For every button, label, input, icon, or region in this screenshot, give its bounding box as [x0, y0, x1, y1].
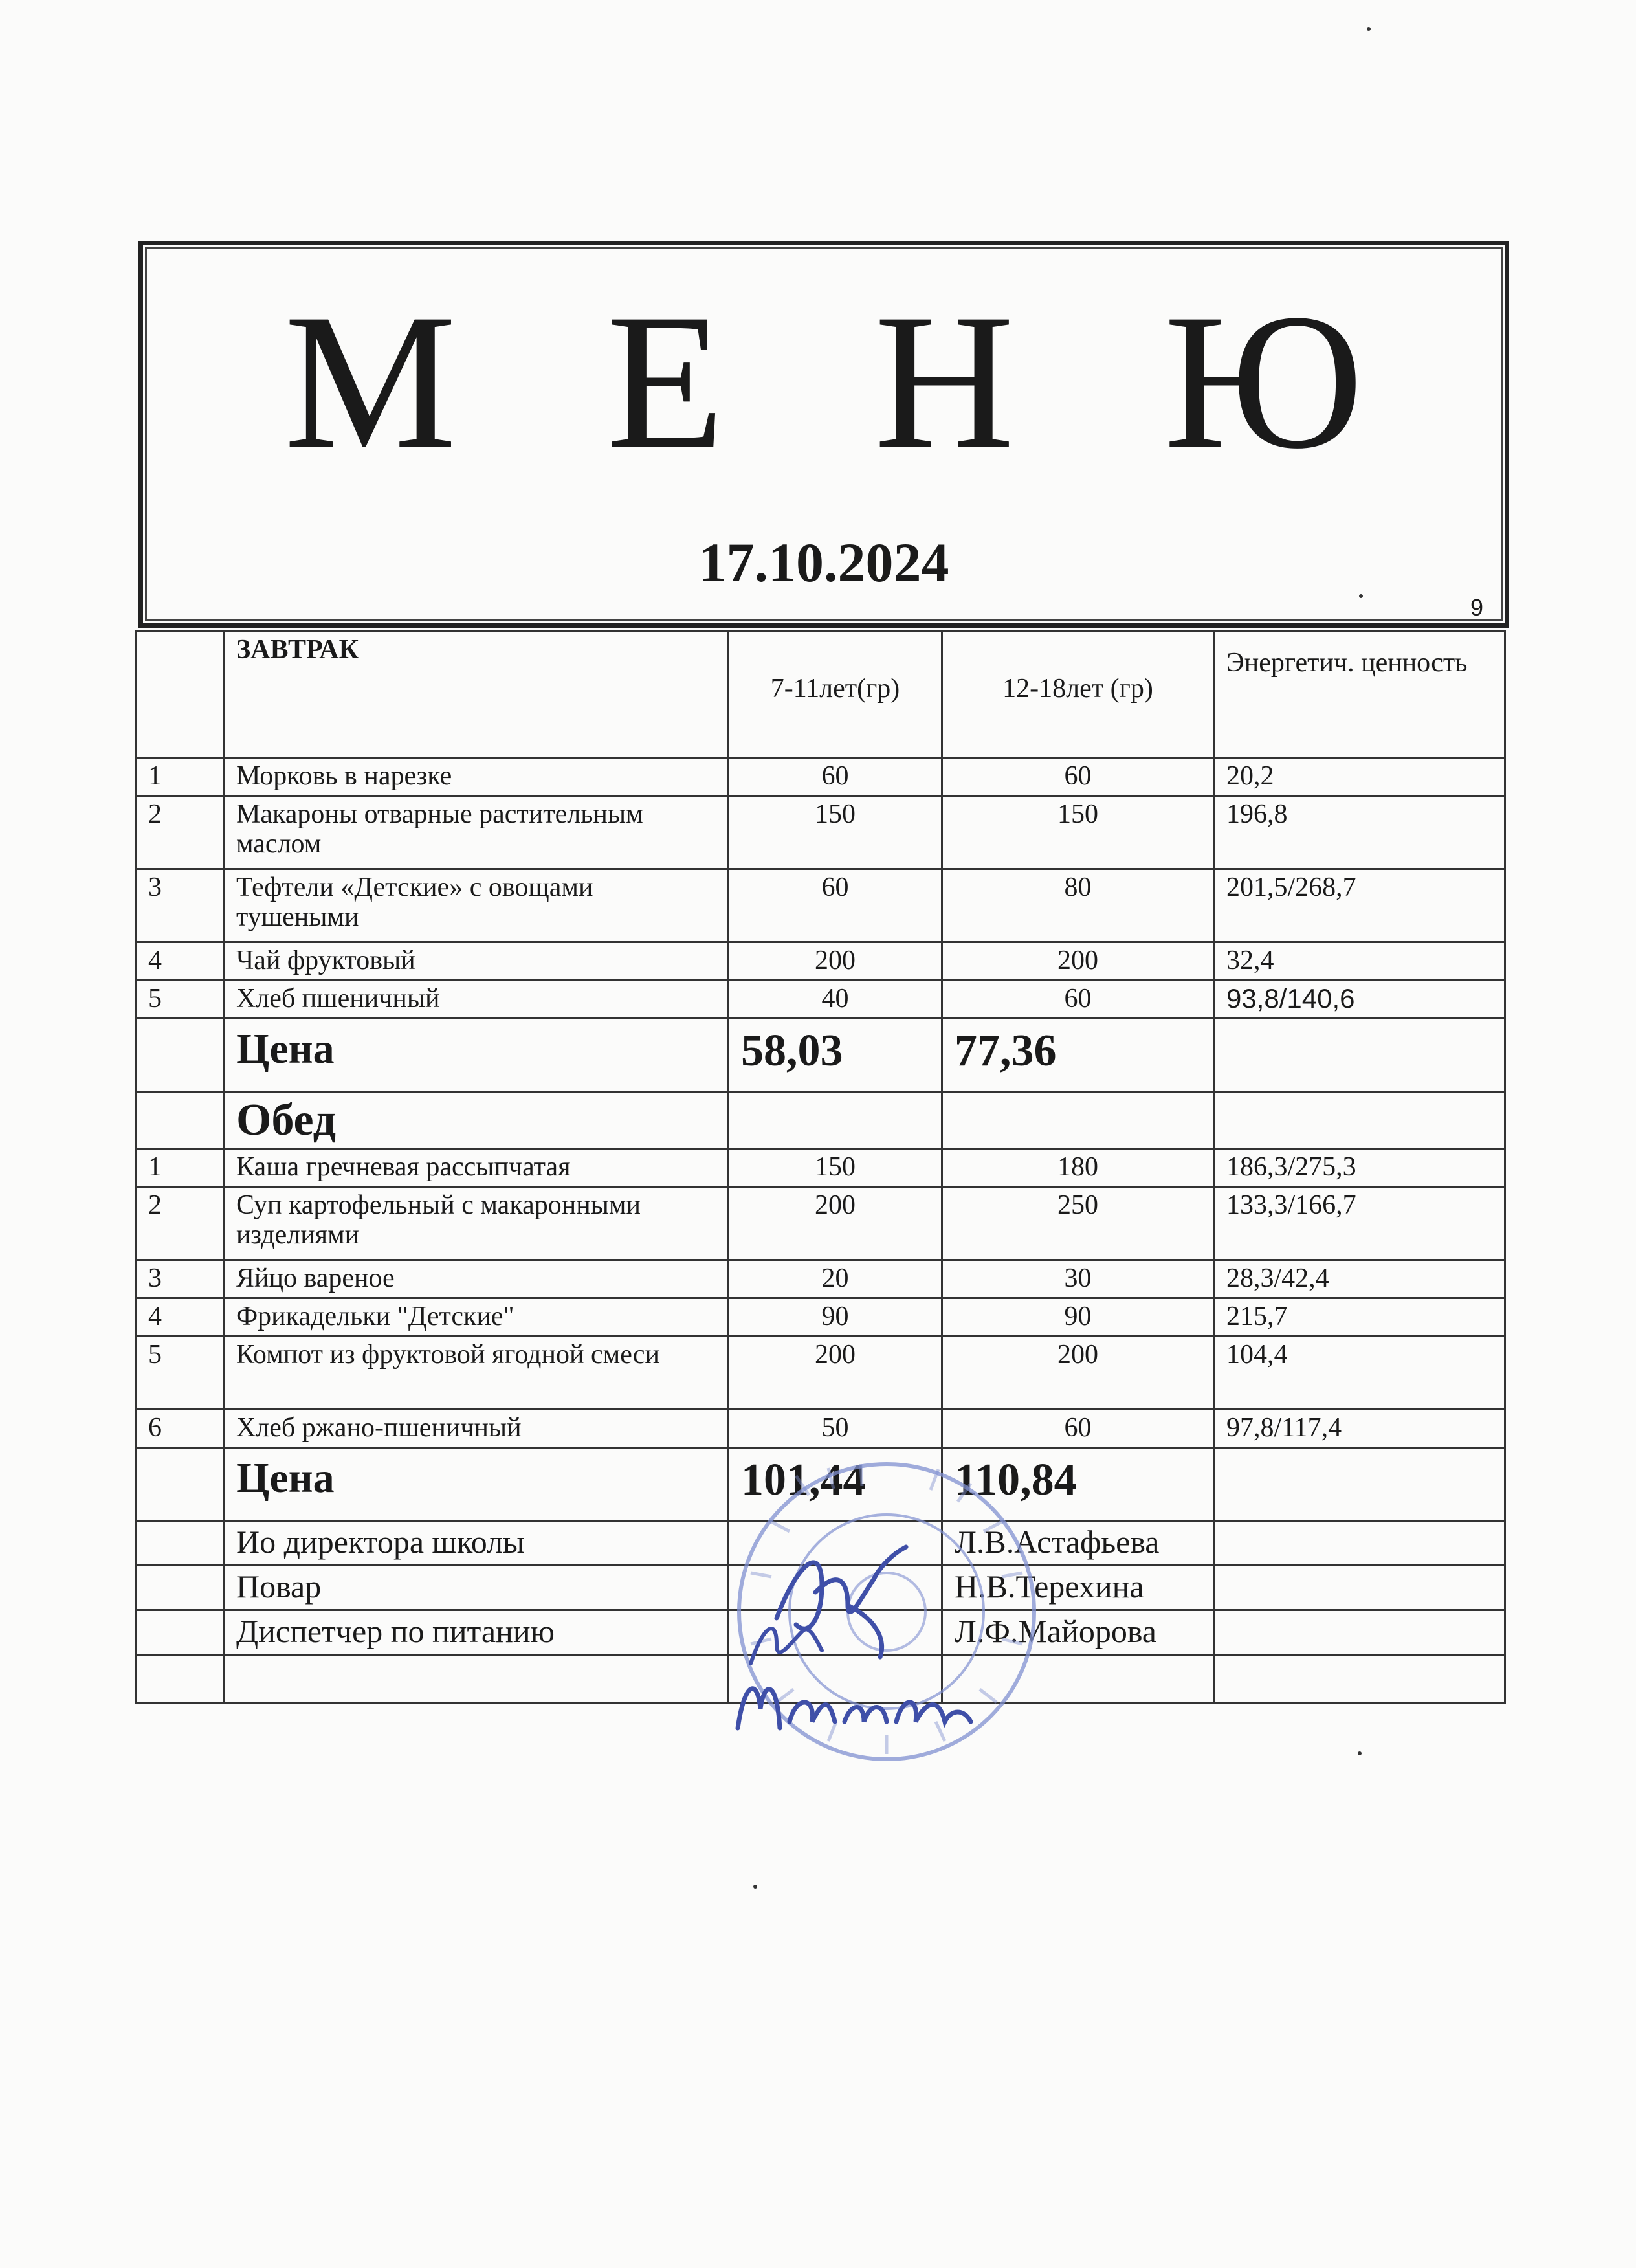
portion-7-11: 50	[729, 1410, 942, 1448]
dispatcher-signature	[731, 1657, 977, 1748]
price-empty	[1214, 1448, 1505, 1521]
portion-12-18: 180	[942, 1149, 1214, 1187]
empty-cell	[1214, 1521, 1505, 1566]
table-row	[136, 796, 1505, 869]
item-number: 5	[136, 1337, 224, 1410]
empty-cell	[136, 1092, 224, 1149]
empty-cell	[729, 1092, 942, 1149]
portion-7-11: 200	[729, 1337, 942, 1410]
dish-name: Фрикадельки "Детские"	[224, 1298, 729, 1337]
signature-role: Ио директора школы	[224, 1521, 729, 1566]
empty-cell	[1214, 1610, 1505, 1655]
dish-name: Чай фруктовый	[224, 942, 729, 981]
portion-7-11: 60	[729, 758, 942, 796]
energy-header: Энергетич. ценность	[1214, 632, 1505, 758]
speck	[1358, 1751, 1362, 1755]
portion-7-11: 150	[729, 1149, 942, 1187]
signature-role: Диспетчер по питанию	[224, 1610, 729, 1655]
table-row	[136, 869, 1505, 942]
speck	[753, 1885, 757, 1889]
portion-12-18: 60	[942, 758, 1214, 796]
item-number: 1	[136, 758, 224, 796]
energy-value: 196,8	[1214, 796, 1505, 869]
page-number: 9	[1470, 594, 1484, 621]
dish-name: Хлеб пшеничный	[224, 981, 729, 1019]
portion-7-11: 200	[729, 942, 942, 981]
signature-name: Л.Ф.Майорова	[942, 1610, 1214, 1655]
portion-12-18: 250	[942, 1187, 1214, 1260]
dish-name: Компот из фруктовой ягодной смеси	[224, 1337, 729, 1410]
item-number: 3	[136, 869, 224, 942]
table-row	[136, 758, 1505, 796]
empty-cell	[1214, 1655, 1505, 1704]
empty-cell	[1214, 1092, 1505, 1149]
energy-value: 201,5/268,7	[1214, 869, 1505, 942]
table-row	[136, 1260, 1505, 1298]
signature-role: Повар	[224, 1566, 729, 1610]
energy-value: 93,8/140,6	[1214, 981, 1505, 1019]
portion-12-18: 150	[942, 796, 1214, 869]
speck	[1359, 594, 1363, 598]
energy-value: 20,2	[1214, 758, 1505, 796]
energy-value: 133,3/166,7	[1214, 1187, 1505, 1260]
speck	[1367, 27, 1371, 31]
portion-12-18: 60	[942, 1410, 1214, 1448]
signature-name: Н.В.Терехина	[942, 1566, 1214, 1610]
table-row	[136, 1298, 1505, 1337]
price-empty	[136, 1019, 224, 1092]
portion-7-11: 60	[729, 869, 942, 942]
energy-value: 28,3/42,4	[1214, 1260, 1505, 1298]
energy-value: 104,4	[1214, 1337, 1505, 1410]
price-12-18: 110,84	[942, 1448, 1214, 1521]
dish-name: Суп картофельный с макаронными изделиями	[224, 1187, 729, 1260]
item-number: 1	[136, 1149, 224, 1187]
age-12-18-header: 12-18лет (гр)	[942, 632, 1214, 758]
price-empty	[1214, 1019, 1505, 1092]
age-7-11-header: 7-11лет(гр)	[729, 632, 942, 758]
portion-7-11: 90	[729, 1298, 942, 1337]
portion-12-18: 200	[942, 1337, 1214, 1410]
price-7-11: 58,03	[729, 1019, 942, 1092]
header-num-cell	[136, 632, 224, 758]
empty-cell	[1214, 1566, 1505, 1610]
dish-name: Макароны отварные растительным маслом	[224, 796, 729, 869]
empty-cell	[136, 1521, 224, 1566]
portion-12-18: 80	[942, 869, 1214, 942]
item-number: 2	[136, 796, 224, 869]
table-row	[136, 1410, 1505, 1448]
title-box	[138, 241, 1509, 628]
portion-7-11: 20	[729, 1260, 942, 1298]
dish-name: Каша гречневая рассыпчатая	[224, 1149, 729, 1187]
item-number: 2	[136, 1187, 224, 1260]
table-row	[136, 1337, 1505, 1410]
empty-cell	[224, 1655, 729, 1704]
table-row	[136, 942, 1505, 981]
item-number: 6	[136, 1410, 224, 1448]
dish-name: Морковь в нарезке	[224, 758, 729, 796]
menu-title: М Е Н Ю	[284, 274, 1414, 489]
dish-name: Яйцо вареное	[224, 1260, 729, 1298]
menu-date: 17.10.2024	[698, 531, 949, 594]
price-label: Цена	[224, 1448, 729, 1521]
energy-value: 186,3/275,3	[1214, 1149, 1505, 1187]
portion-12-18: 200	[942, 942, 1214, 981]
portion-7-11: 150	[729, 796, 942, 869]
lunch-header-row	[136, 1092, 1505, 1149]
empty-cell	[136, 1610, 224, 1655]
empty-cell	[136, 1566, 224, 1610]
dish-name: Хлеб ржано-пшеничный	[224, 1410, 729, 1448]
table-row	[136, 981, 1505, 1019]
lunch-title: Обед	[224, 1092, 729, 1149]
energy-value: 32,4	[1214, 942, 1505, 981]
item-number: 4	[136, 942, 224, 981]
price-row	[136, 1019, 1505, 1092]
dish-name: Тефтели «Детские» с овощами тушеными	[224, 869, 729, 942]
empty-cell	[942, 1092, 1214, 1149]
signature-name: Л.В.Астафьева	[942, 1521, 1214, 1566]
item-number: 4	[136, 1298, 224, 1337]
price-label: Цена	[224, 1019, 729, 1092]
energy-value: 97,8/117,4	[1214, 1410, 1505, 1448]
price-7-11: 101,44	[729, 1448, 942, 1521]
portion-12-18: 90	[942, 1298, 1214, 1337]
price-12-18: 77,36	[942, 1019, 1214, 1092]
energy-value: 215,7	[1214, 1298, 1505, 1337]
table-row	[136, 1187, 1505, 1260]
table-row	[136, 1149, 1505, 1187]
portion-7-11: 40	[729, 981, 942, 1019]
breakfast-title: ЗАВТРАК	[224, 632, 729, 758]
portion-12-18: 60	[942, 981, 1214, 1019]
item-number: 5	[136, 981, 224, 1019]
table-header-row	[136, 632, 1505, 758]
price-empty	[136, 1448, 224, 1521]
empty-cell	[136, 1655, 224, 1704]
portion-12-18: 30	[942, 1260, 1214, 1298]
portion-7-11: 200	[729, 1187, 942, 1260]
item-number: 3	[136, 1260, 224, 1298]
